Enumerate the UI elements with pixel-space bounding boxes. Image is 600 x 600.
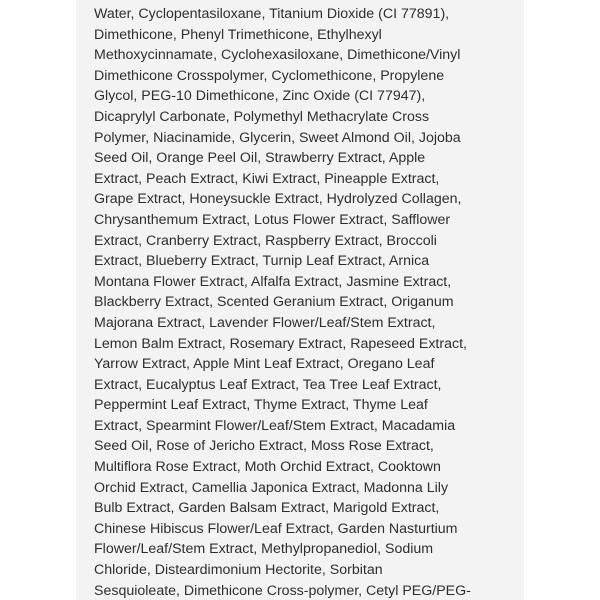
ingredients-line: Dimethicone Crosspolymer, Cyclomethicone, Propylene [94, 67, 445, 84]
ingredients-line: Peppermint Leaf Extract, Thyme Extract, Thyme Leaf [94, 397, 428, 414]
ingredients-line: Methoxycinnamate, Cyclohexasiloxane, Dimethicone/Vinyl [94, 47, 461, 64]
ingredients-line: Extract, Peach Extract, Kiwi Extract, Pineapple Extract, [94, 170, 440, 187]
ingredients-line: Dimethicone, Phenyl Trimethicone, Ethylhexyl [94, 26, 382, 43]
ingredients-line: Blackberry Extract, Scented Geranium Extract, Origanum [94, 294, 454, 311]
ingredients-line: Lemon Balm Extract, Rosemary Extract, Rapeseed Extract, [94, 335, 467, 352]
ingredients-list [76, 0, 524, 600]
ingredients-line: Polymer, Niacinamide, Glycerin, Sweet Almond Oil, Jojoba [94, 129, 461, 146]
ingredients-line: Yarrow Extract, Apple Mint Leaf Extract, Oregano Leaf [94, 356, 435, 373]
ingredients-line: Glycol, PEG-10 Dimethicone, Zinc Oxide (CI 77947), [94, 88, 426, 105]
ingredients-line: Seed Oil, Rose of Jericho Extract, Moss Rose Extract, [94, 438, 434, 455]
ingredients-line: Extract, Eucalyptus Leaf Extract, Tea Tree Leaf Extract, [94, 376, 442, 393]
ingredients-panel [76, 0, 524, 600]
ingredients-line: Chinese Hibiscus Flower/Leaf Extract, Garden Nasturtium [94, 520, 458, 537]
ingredients-line: Majorana Extract, Lavender Flower/Leaf/Stem Extract, [94, 314, 436, 331]
ingredients-line: Flower/Leaf/Stem Extract, Methylpropanediol, Sodium [94, 541, 434, 558]
ingredients-line: Montana Flower Extract, Alfalfa Extract, Jasmine Extract, [94, 273, 452, 290]
ingredients-line: Seed Oil, Orange Peel Oil, Strawberry Extract, Apple [94, 150, 426, 167]
ingredients-line: Extract, Cranberry Extract, Raspberry Extract, Broccoli [94, 232, 437, 249]
ingredients-line: Extract, Spearmint Flower/Leaf/Stem Extract, Macadamia [94, 417, 456, 434]
ingredients-line: Chrysanthemum Extract, Lotus Flower Extract, Safflower [94, 211, 451, 228]
ingredients-line: Chloride, Disteardimonium Hectorite, Sorbitan [94, 562, 383, 579]
ingredients-line: Dicaprylyl Carbonate, Polymethyl Methacrylate Cross [94, 108, 430, 125]
ingredients-line: Multiflora Rose Extract, Moth Orchid Extract, Cooktown [94, 459, 441, 476]
ingredients-line: Water, Cyclopentasiloxane, Titanium Dioxide (CI 77891), [94, 6, 450, 22]
ingredients-line: Extract, Blueberry Extract, Turnip Leaf Extract, Arnica [94, 253, 430, 270]
ingredients-line: Sesquioleate, Dimethicone Cross-polymer, Cetyl PEG/PEG- [94, 582, 471, 599]
ingredients-line: Orchid Extract, Camellia Japonica Extract, Madonna Lily [94, 479, 449, 496]
ingredients-line: Bulb Extract, Garden Balsam Extract, Marigold Extract, [94, 500, 440, 517]
ingredients-line: Grape Extract, Honeysuckle Extract, Hydrolyzed Collagen, [94, 191, 462, 208]
